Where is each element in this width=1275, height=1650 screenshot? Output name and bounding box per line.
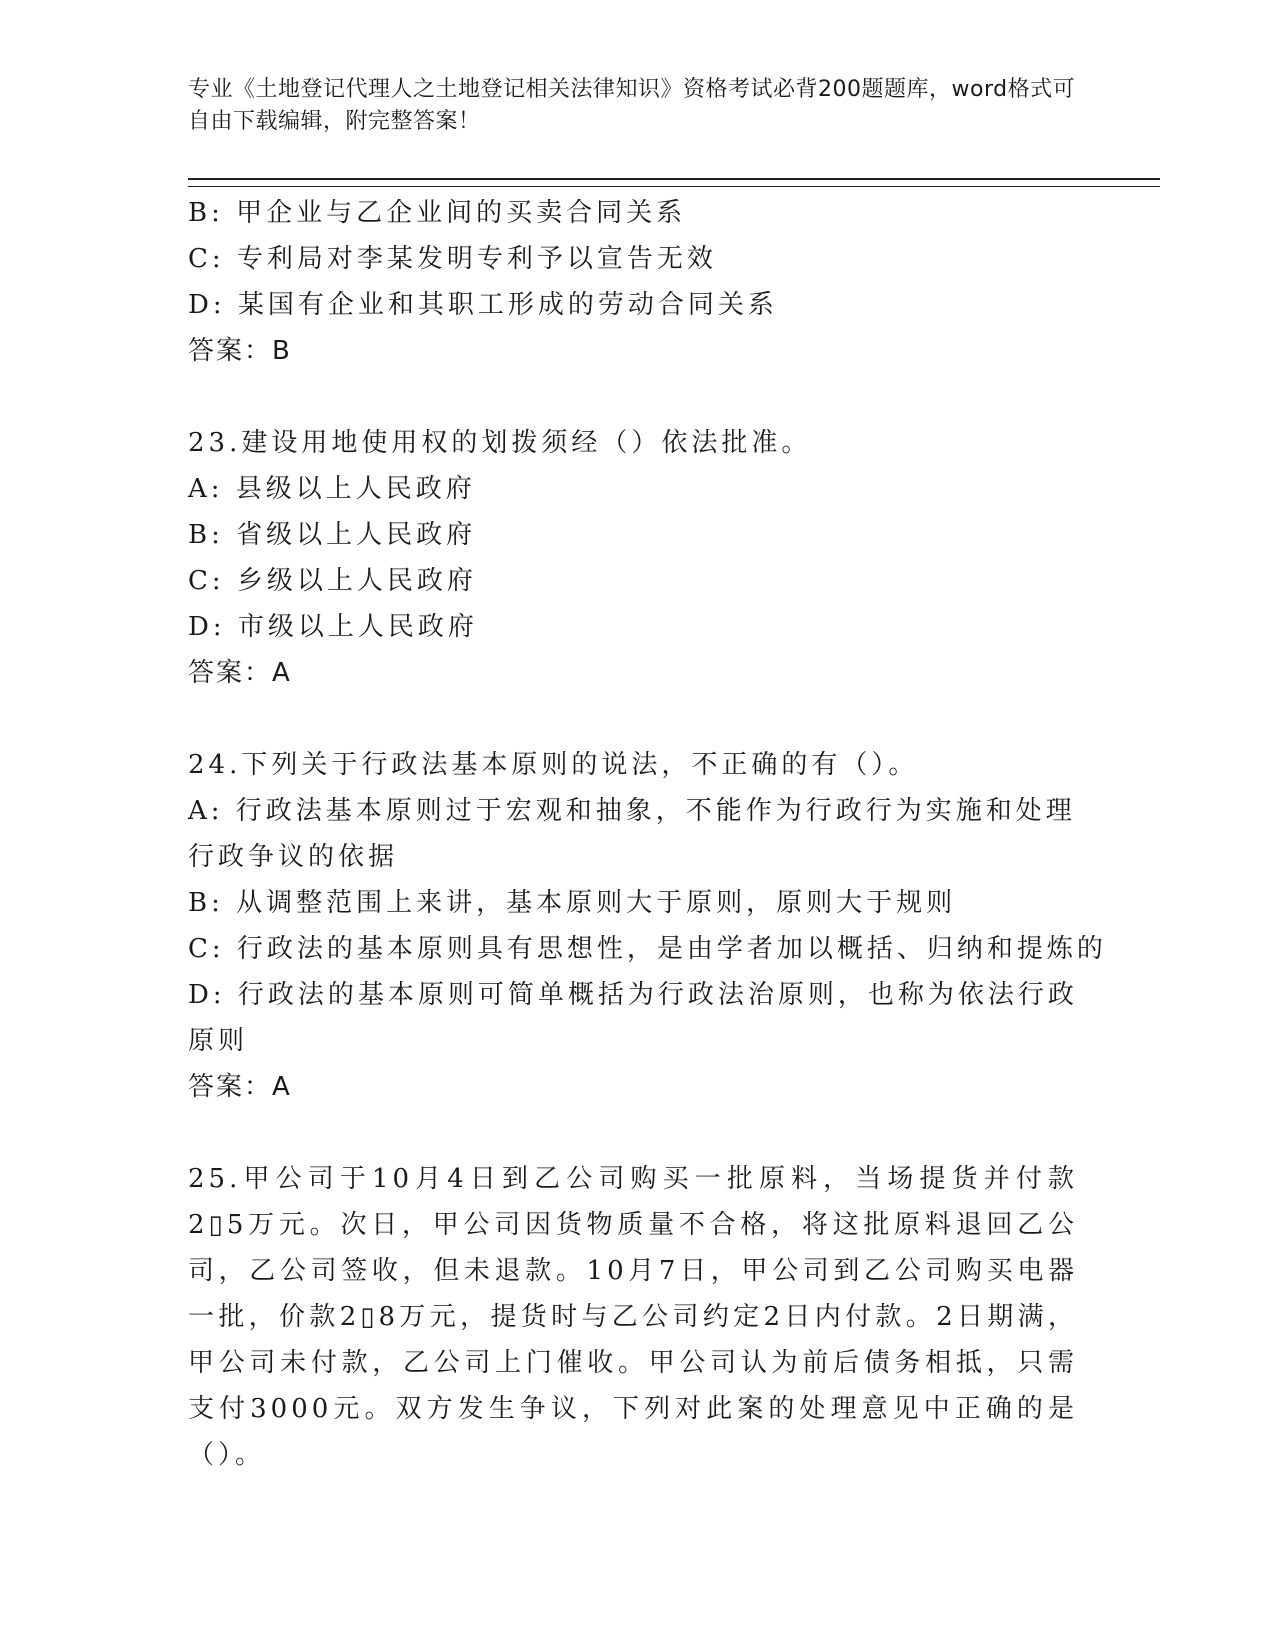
question-24 — [188, 742, 1107, 1110]
question-content — [188, 190, 1107, 1478]
option-c: C: 行政法的基本原则具有思想性，是由学者加以概括、归纳和提炼的 — [188, 934, 1107, 964]
option-b: B: 甲企业与乙企业间的买卖合同关系 — [188, 198, 687, 228]
option-a: A: 行政法基本原则过于宏观和抽象，不能作为行政行为实施和处理行政争议的依据 — [188, 796, 1076, 872]
question-stem: 23.建设用地使用权的划拨须经（）依法批准。 — [188, 428, 812, 458]
question-stem: 25.甲公司于10月4日到乙公司购买一批原料，当场提货并付款2▯5万元。次日，甲公司因货物质量不合格，将这批原料退回乙公司，乙公司签收，但未退款。10月7日，甲公司到乙公司购买电器一批，价款2▯8万元，提货时与乙公司约定2日内付款。2日期满，甲公司未付款，乙公司上门催收。甲公司认为前后债务相抵，只需支付3000元。双方发生争议，下列对此案的处理意见中正确的是（）。 — [188, 1164, 1078, 1470]
option-d: D: 市级以上人民政府 — [188, 612, 478, 642]
question-23 — [188, 420, 1078, 696]
option-d: D: 行政法的基本原则可简单概括为行政法治原则，也称为依法行政原则 — [188, 980, 1078, 1056]
option-c: C: 专利局对李某发明专利予以宣告无效 — [188, 244, 717, 274]
option-b: B: 省级以上人民政府 — [188, 520, 477, 550]
spacer — [188, 696, 1078, 742]
option-b: B: 从调整范围上来讲，基本原则大于原则，原则大于规则 — [188, 888, 957, 918]
answer-label: 答案：A — [188, 658, 292, 688]
answer-label: 答案：B — [188, 336, 292, 366]
question-stem: 24.下列关于行政法基本原则的说法，不正确的有（）。 — [188, 750, 919, 780]
question-25 — [188, 1156, 1078, 1478]
page-header-title: 专业《土地登记代理人之土地登记相关法律知识》资格考试必背200题题库，word格式可自由下载编辑，附完整答案！ — [188, 77, 1076, 134]
option-a: A: 县级以上人民政府 — [188, 474, 476, 504]
option-c: C: 乡级以上人民政府 — [188, 566, 477, 596]
header-divider — [188, 178, 1160, 187]
option-d: D: 某国有企业和其职工形成的劳动合同关系 — [188, 290, 778, 320]
question-22-tail — [188, 190, 1078, 374]
spacer — [188, 1110, 1078, 1156]
answer-label: 答案：A — [188, 1072, 292, 1102]
spacer — [188, 374, 1078, 420]
